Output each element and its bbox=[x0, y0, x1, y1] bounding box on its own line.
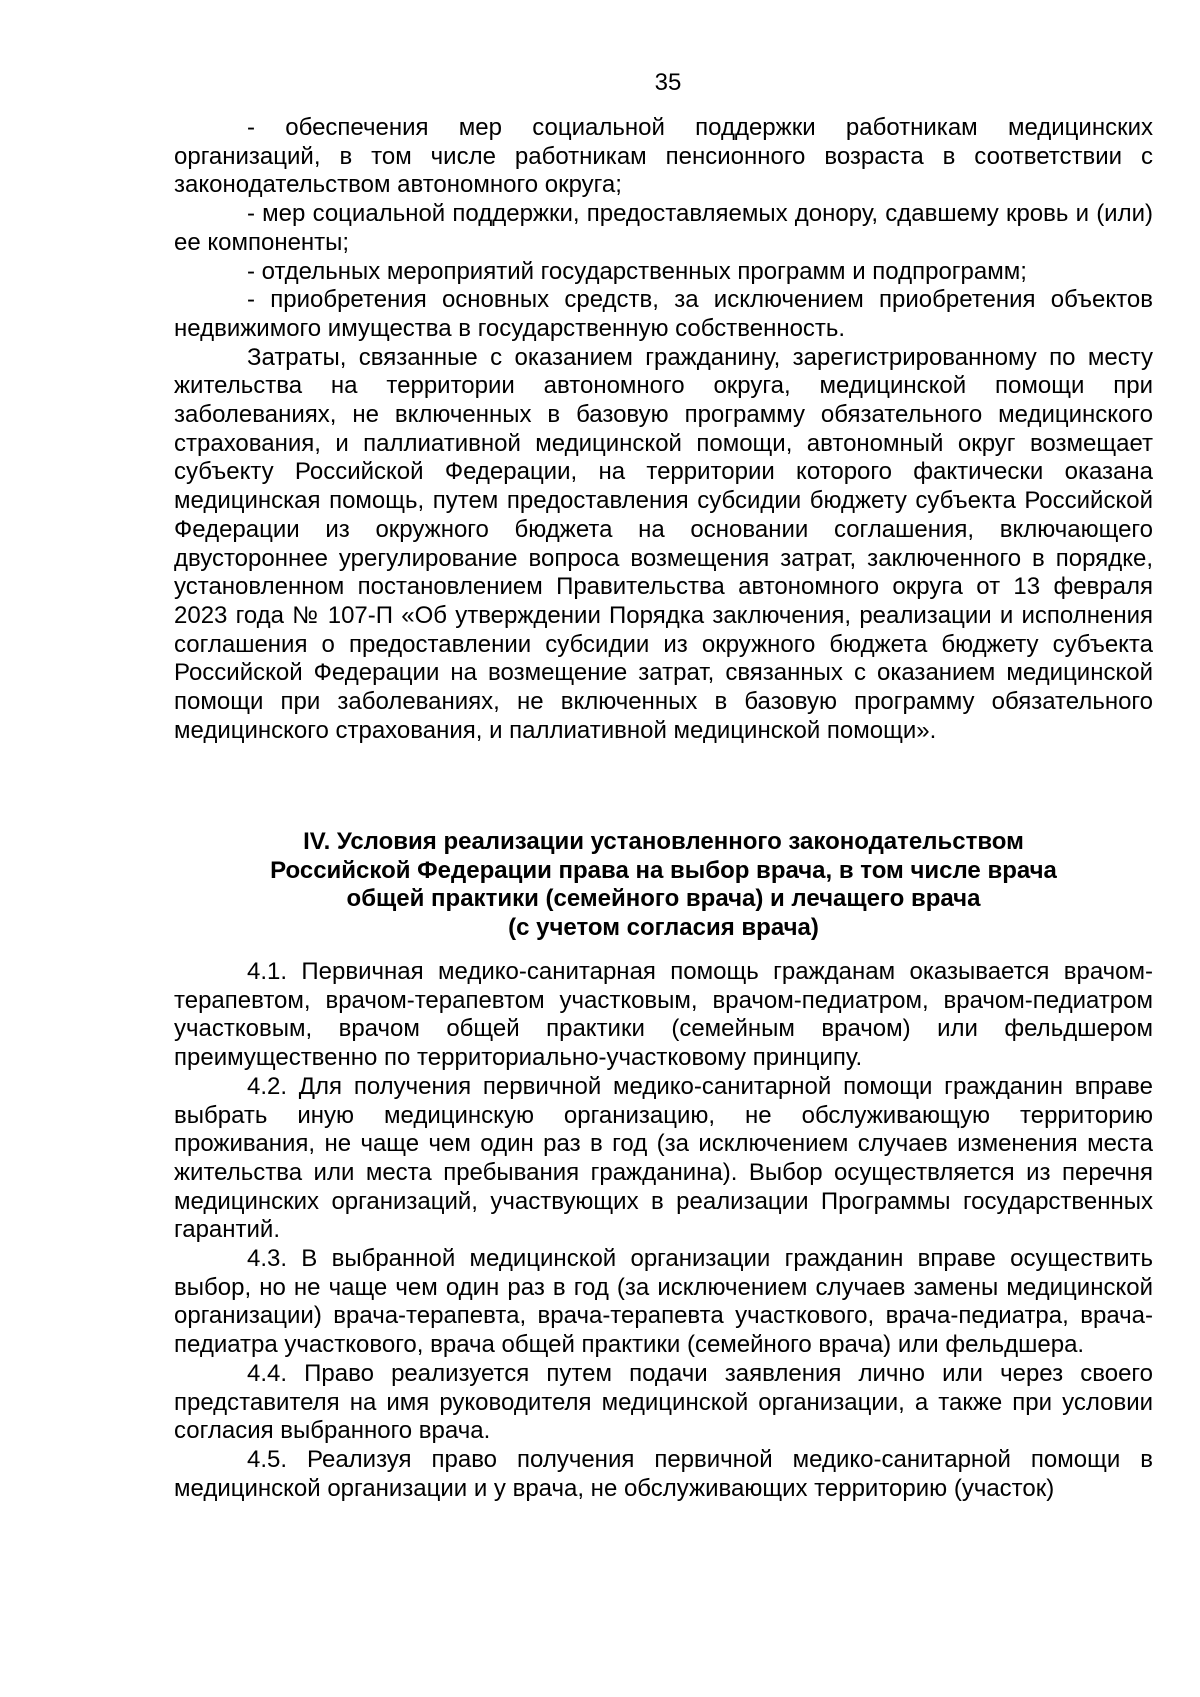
paragraph-fixed-assets: - приобретения основных средств, за исключением приобретения объектов недвижимого имущества в государственную собственность. bbox=[174, 286, 1153, 342]
page-number: 35 bbox=[654, 69, 682, 96]
section-heading bbox=[174, 828, 1153, 943]
paragraph-4-1: 4.1. Первичная медико-санитарная помощь гражданам оказывается врачом-терапевтом, врачом-терапевтом участковым, врачом-педиатром, врачом-педиатром участковым, врачом общей практики (семейным врачом) или фельдшером преимущественно по территориально-участковому принципу. bbox=[174, 958, 1153, 1072]
paragraph-4-3: 4.3. В выбранной медицинской организации гражданин вправе осуществить выбор, но не чаще чем один раз в год (за исключением случаев замены медицинской организации) врача-терапевта, врача-терапевта участкового, врача-педиатра, врача-педиатра участкового, врача общей практики (семейного врача) или фельдшера. bbox=[174, 1245, 1153, 1359]
paragraph-costs-compensation: Затраты, связанные с оказанием гражданину, зарегистрированному по месту жительства на территории автономного округа, медицинской помощи при заболеваниях, не включенных в базовую программу обязательного медицинского страхования, и паллиативной медицинской помощи, автономный округ возмещает субъекту Российской Федерации, на территории которого фактически оказана медицинская помощь, путем предоставления субсидии бюджету субъекта Российской Федерации из окружного бюджета на основании соглашения, включающего двустороннее урегулирование вопроса возмещения затрат, заключенного в порядке, установленном постановлением Правительства автономного округа от 13 февраля 2023 года № 107-П «Об утверждении Порядка заключения, реализации и исполнения соглашения о предоставлении субсидии из окружного бюджета бюджету субъекта Российской Федерации на возмещение затрат, связанных с оказанием медицинской помощи при заболеваниях, не включенных в базовую программу обязательного медицинского страхования, и паллиативной медицинской помощи». bbox=[174, 343, 1153, 744]
paragraph-donor-support: - мер социальной поддержки, предоставляемых донору, сдавшему кровь и (или) ее компоненты; bbox=[174, 200, 1153, 256]
section-heading-line: общей практики (семейного врача) и лечащего врача bbox=[346, 885, 981, 913]
section-heading-line: Российской Федерации права на выбор врача, в том числе врача bbox=[270, 856, 1057, 884]
paragraph-4-5: 4.5. Реализуя право получения первичной медико-санитарной помощи в медицинской организации и у врача, не обслуживающих территорию (участок) bbox=[174, 1445, 1153, 1502]
paragraph-state-programs: - отдельных мероприятий государственных программ и подпрограмм; bbox=[247, 257, 1027, 285]
section-heading-line: IV. Условия реализации установленного законодательством bbox=[303, 828, 1024, 855]
paragraph-social-support: - обеспечения мер социальной поддержки работникам медицинских организаций, в том числе работникам пенсионного возраста в соответствии с законодательством автономного округа; bbox=[174, 114, 1153, 199]
lower-text-block bbox=[174, 958, 1153, 1503]
paragraph-4-4: 4.4. Право реализуется путем подачи заявления лично или через своего представителя на имя руководителя медицинской организации, а также при условии согласия выбранного врача. bbox=[174, 1359, 1153, 1445]
upper-text-block bbox=[174, 114, 1153, 745]
paragraph-4-2: 4.2. Для получения первичной медико-санитарной помощи гражданин вправе выбрать иную медицинскую организацию, не обслуживающую территорию проживания, не чаще чем один раз в год (за исключением случаев изменения места жительства или места пребывания гражданина). Выбор осуществляется из перечня медицинских организаций, участвующих в реализации Программы государственных гарантий. bbox=[174, 1072, 1153, 1244]
section-heading-line: (с учетом согласия врача) bbox=[508, 914, 819, 942]
